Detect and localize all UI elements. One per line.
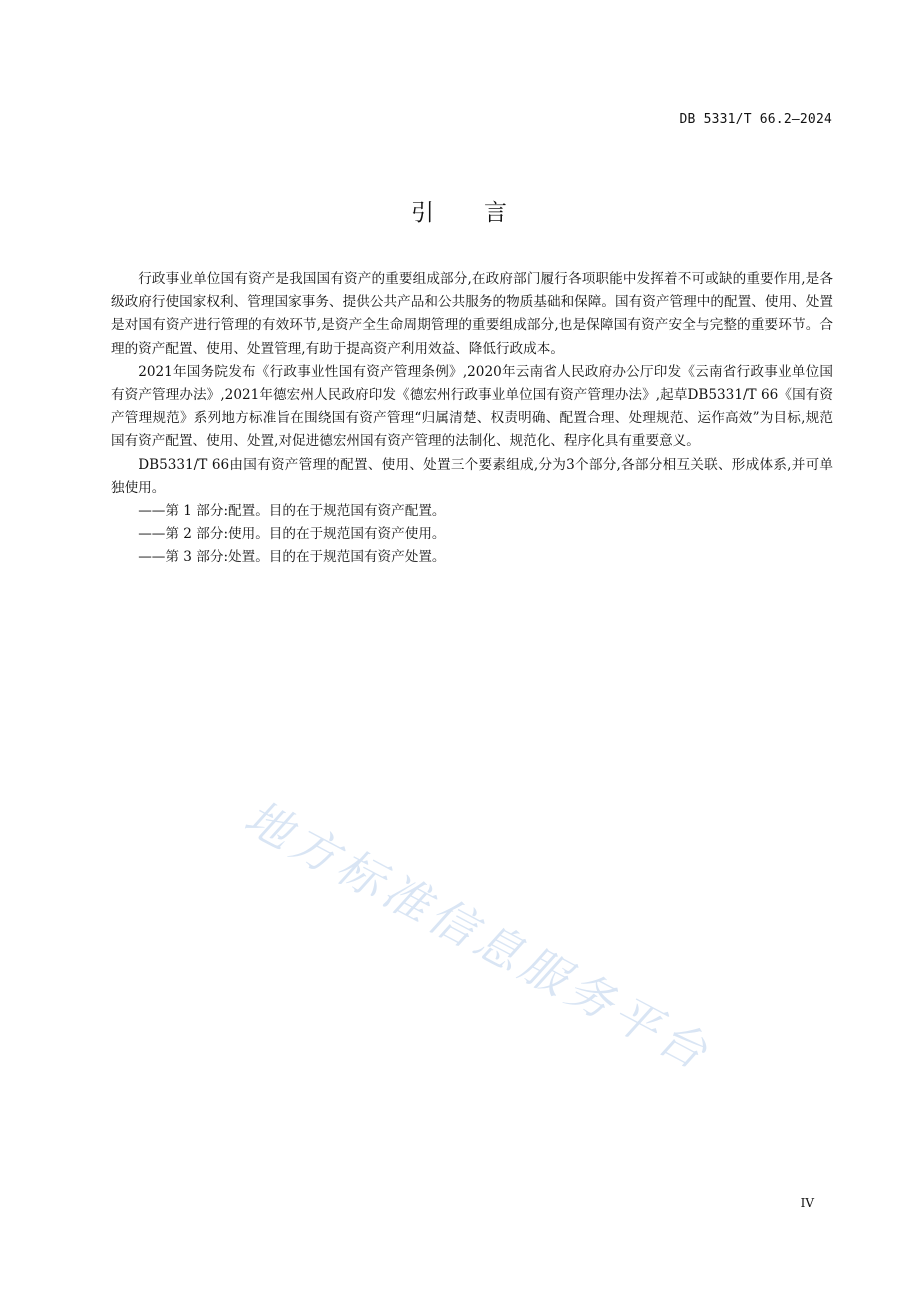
page-number: IV (800, 1196, 814, 1210)
page-title (0, 194, 920, 227)
list-item-part-1: ——第 1 部分:配置。目的在于规范国有资产配置。 (138, 503, 446, 520)
standard-code: DB 5331/T 66.2—2024 (679, 112, 832, 127)
paragraph-2: 2021年国务院发布《行政事业性国有资产管理条例》,2020年云南省人民政府办公厅印发《云南省行政事业单位国有资产管理办法》,2021年德宏州人民政府印发《德宏州行政事业单位国有资产管理办法》,起草DB5331/T 66《国有资产管理规范》系列地方标准旨在围绕国有资产管理“归属清楚、权责明确、配置合理、处理规范、运作高效”为目标,规范国有资产配置、使用、处置,对促进德宏州国有资产管理的法制化、规范化、程序化具有重要意义。 (111, 363, 833, 450)
watermark-text: 地方标准信息服务平台 (235, 789, 721, 1082)
title-char-2: 言 (484, 200, 509, 226)
paragraph-3: DB5331/T 66由国有资产管理的配置、使用、处置三个要素组成,分为3个部分,各部分相互关联、形成体系,并可单独使用。 (111, 456, 833, 496)
introduction-body (111, 268, 833, 570)
paragraph-1: 行政事业单位国有资产是我国国有资产的重要组成部分,在政府部门履行各项职能中发挥着不可或缺的重要作用,是各级政府行使国家权利、管理国家事务、提供公共产品和公共服务的物质基础和保障。国有资产管理中的配置、使用、处置是对国有资产进行管理的有效环节,是资产全生命周期管理的重要组成部分,也是保障国有资产安全与完整的重要环节。合理的资产配置、使用、处置管理,有助于提高资产利用效益、降低行政成本。 (111, 271, 833, 357)
list-item-part-2: ——第 2 部分:使用。目的在于规范国有资产使用。 (138, 526, 446, 543)
list-item-part-3: ——第 3 部分:处置。目的在于规范国有资产处置。 (138, 549, 446, 566)
title-char-1: 引 (411, 200, 436, 226)
